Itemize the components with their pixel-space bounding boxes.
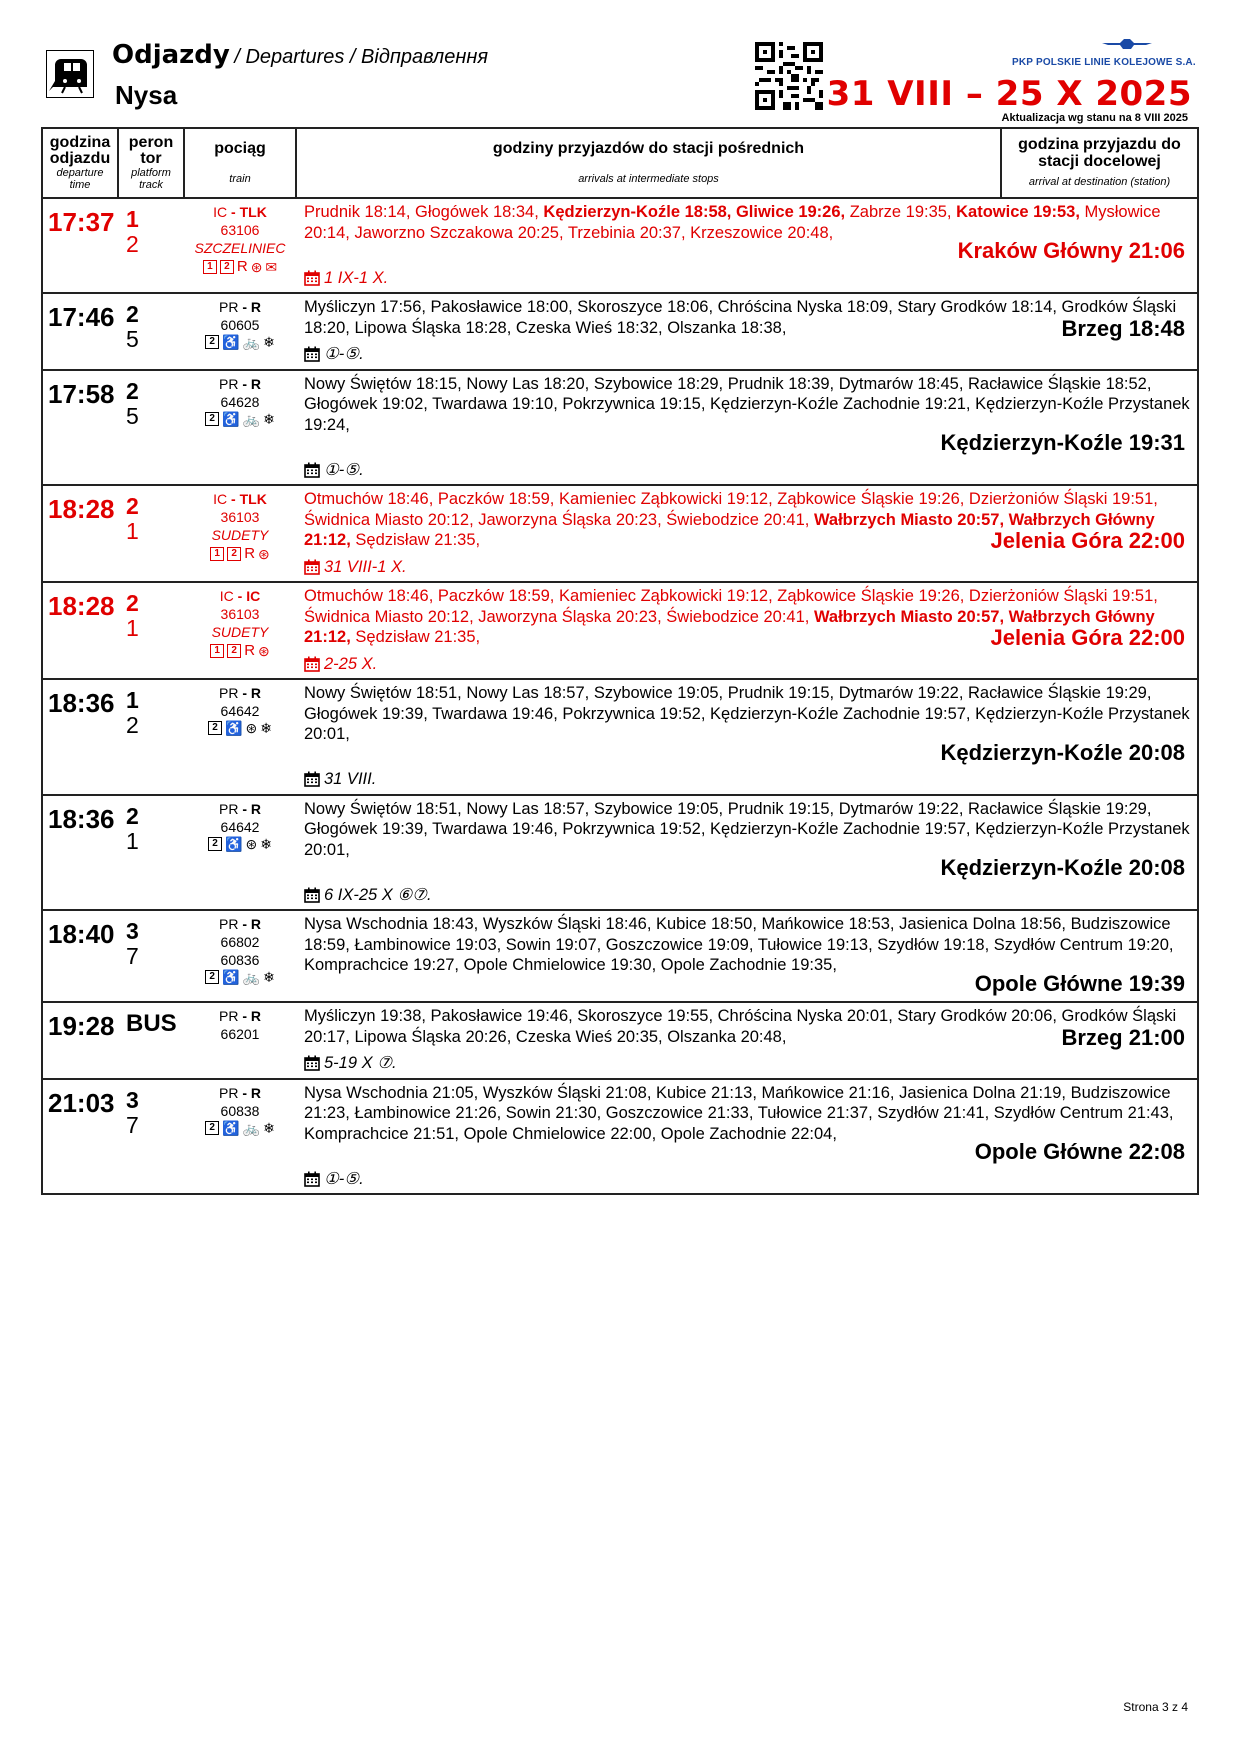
route-info (296, 910, 1198, 1002)
train-services (184, 412, 296, 426)
intermediate-stops (304, 1006, 1197, 1050)
operating-days-text: 1 IX-1 X. (324, 268, 389, 287)
col-train: pociąg train (184, 128, 296, 198)
destination-arrival: Opole Główne 19:39 (974, 970, 1185, 996)
platform-number: 2 (126, 493, 139, 519)
stop-text: Wałbrzych Miasto 20:57, Wałbrzych Główny 21:12, (304, 607, 1155, 646)
train-info (184, 198, 296, 293)
train-name: SUDETY (211, 527, 269, 543)
stop-text: Nowy Świętów 18:51, Nowy Las 18:57, Szybowice 19:05, Prudnik 19:15, Dytmarów 19:22, Racławice Śląskie 19:29, Głogówek 19:39, Twardawa 19:46, Pokrzywnica 19:52, Kędzierzyn-Koźle Zachodnie 19:57, Kędzierzyn-Koźle Przystanek 20:01, (304, 684, 1190, 743)
train-carrier: IC - IC (219, 588, 261, 604)
train-number: 64642 (220, 703, 260, 719)
operating-days (304, 1053, 1197, 1074)
air-conditioning-icon: ❄ (260, 835, 272, 852)
train-info (184, 795, 296, 911)
logo-text: PKP POLSKIE LINIE KOLEJOWE S.A. (1012, 57, 1196, 68)
calendar-icon (304, 887, 320, 903)
platform-track (118, 910, 184, 1002)
calendar-icon (304, 1055, 320, 1071)
class-2-icon: 2 (227, 644, 241, 658)
train-category: R (250, 1084, 262, 1101)
departure-time: 18:28 (42, 485, 118, 582)
train-services (184, 335, 296, 349)
page-number: Strona 3 z 4 (1123, 1700, 1188, 1714)
departure-row (42, 795, 1198, 911)
train-info (184, 1079, 296, 1195)
departure-time: 18:40 (42, 910, 118, 1002)
col-departure-time: godzina odjazdu departure time (42, 128, 118, 198)
carrier-code: PR (218, 916, 239, 932)
carrier-code: PR (218, 800, 239, 817)
train-carrier: PR - R (218, 1008, 262, 1024)
departure-row (42, 293, 1198, 370)
train-number: 66201 (220, 1026, 260, 1042)
track-number: 2 (126, 231, 139, 257)
train-carrier: IC - TLK (213, 491, 267, 507)
stop-text: Nowy Świętów 18:15, Nowy Las 18:20, Szybowice 18:29, Prudnik 18:39, Dytmarów 18:45, Racławice Śląskie 18:52, Głogówek 19:02, Twardawa 19:10, Pokrzywnica 19:15, Kędzierzyn-Koźle Zachodnie 19:21, Kędzierzyn-Koźle Przystanek 19:24, (304, 374, 1190, 434)
intermediate-stops (304, 297, 1197, 341)
calendar-icon (304, 656, 320, 672)
calendar-icon (304, 462, 320, 478)
operating-days-text: 2-25 X. (324, 654, 378, 673)
wheelchair-icon: ♿ (222, 410, 240, 427)
stop-text: Otmuchów 18:46, Paczków 18:59, Kamieniec Ząbkowicki 19:12, Ząbkowice Śląskie 19:26, Dzierżoniów Śląski 19:51, Świdnica Miasto 20:12, Jaworzyna Śląska 20:23, Świebodzice 20:41, (304, 490, 1158, 529)
train-number: 64628 (220, 393, 260, 410)
platform-number: 3 (126, 918, 139, 944)
platform-number: 1 (126, 206, 139, 232)
carrier-code: IC (213, 491, 228, 507)
train-services (184, 258, 296, 276)
train-number: 64642 (220, 818, 260, 835)
stop-text: Nysa Wschodnia 21:05, Wyszków Śląski 21:08, Kubice 21:13, Mańkowice 21:16, Jasienica Dolna 21:19, Budziszowice 21:23, Łambinowice 21:26, Sowin 21:30, Goszczowice 21:33, Tułowice 21:37, Szydłów 21:41, Szydłów Centrum 21:43, Komprachcice 21:51, Opole Chmielowice 22:00, Opole Zachodnie 22:04, (304, 1083, 1174, 1143)
operating-days (304, 654, 1197, 675)
route-info (296, 198, 1198, 293)
train-carrier: PR - R (218, 685, 262, 701)
class-1-icon: 1 (210, 547, 224, 561)
train-carrier: IC - TLK (213, 204, 267, 220)
departure-row (42, 910, 1198, 1002)
track-number: 1 (126, 615, 139, 641)
train-category: R (250, 1008, 262, 1024)
stop-text: Nysa Wschodnia 18:43, Wyszków Śląski 18:46, Kubice 18:50, Mańkowice 18:53, Jasienica Dolna 18:56, Budziszowice 18:59, Łambinowice 19:03, Sowin 19:07, Goszczowice 19:09, Tułowice 19:13, Szydłów 19:18, Szydłów Centrum 19:20, Komprachcice 19:27, Opole Chmielowice 19:30, Opole Zachodnie 19:35, (304, 915, 1174, 974)
destination-arrival: Kędzierzyn-Koźle 20:08 (940, 739, 1185, 765)
track-number: 5 (126, 326, 139, 352)
departure-row (42, 370, 1198, 486)
train-number: 60836 (220, 952, 260, 968)
destination-arrival: Kędzierzyn-Koźle 19:31 (940, 430, 1185, 455)
carrier-code: PR (218, 685, 239, 701)
route-info (296, 1002, 1198, 1079)
plk-wing-icon (1102, 38, 1152, 52)
class-1-icon: 1 (210, 644, 224, 658)
bike-reservation-icon: ⊛ (258, 546, 270, 562)
operating-days-text: 5-19 X ⑦. (324, 1054, 397, 1072)
route-info (296, 370, 1198, 486)
train-category: R (250, 299, 262, 315)
destination-arrival: Brzeg 18:48 (1061, 315, 1185, 341)
train-number: 60605 (220, 317, 260, 333)
air-conditioning-icon: ❄ (263, 1119, 275, 1136)
stop-text: Otmuchów 18:46, Paczków 18:59, Kamieniec Ząbkowicki 19:12, Ząbkowice Śląskie 19:26, Dzierżoniów Śląski 19:51, Świdnica Miasto 20:12, Jaworzyna Śląska 20:23, Świebodzice 20:41, (304, 587, 1158, 626)
stop-text: Katowice 19:53, (956, 203, 1080, 221)
departure-time: 18:36 (42, 679, 118, 795)
platform-number: 3 (126, 1086, 139, 1113)
train-category: R (250, 375, 262, 392)
platform-number: 2 (126, 802, 139, 829)
train-name: SZCZELINIEC (194, 240, 286, 256)
departure-time: 19:28 (42, 1002, 118, 1079)
wheelchair-icon: ♿ (222, 1119, 240, 1136)
bike-icon: 🚲 (242, 1119, 261, 1136)
class-2-icon: 2 (208, 837, 222, 851)
platform-track (118, 795, 184, 911)
stop-text: Myśliczyn 19:38, Pakosławice 19:46, Skoroszyce 19:55, Chróścina Nyska 20:01, Stary Grodków 20:06, Grodków Śląski 20:17, Lipowa Śląska 20:26, Czeska Wieś 20:35, Olszanka 20:48, (304, 1007, 1177, 1046)
stop-text: Prudnik 18:14, Głogówek 18:34, (304, 203, 544, 221)
qr-code[interactable] (755, 42, 823, 110)
platform-track (118, 582, 184, 679)
route-info (296, 1079, 1198, 1195)
train-number: 36103 (220, 509, 260, 525)
destination-arrival: Jelenia Góra 22:00 (990, 528, 1185, 553)
operating-days (304, 885, 1197, 906)
track-number: 2 (126, 712, 139, 738)
track-number: 7 (126, 943, 139, 969)
train-info (184, 485, 296, 582)
departure-row (42, 1079, 1198, 1195)
destination-arrival: Opole Główne 22:08 (974, 1139, 1185, 1164)
intermediate-stops (304, 489, 1197, 551)
departure-time: 17:58 (42, 370, 118, 486)
departures-table (41, 127, 1199, 1195)
platform-track (118, 370, 184, 486)
class-1-icon: 1 (203, 260, 217, 274)
departure-row (42, 1002, 1198, 1079)
train-carrier: PR - R (218, 375, 262, 392)
platform-track (118, 1002, 184, 1079)
train-number: 63106 (220, 222, 260, 238)
reservation-icon: R (236, 258, 248, 275)
train-services (184, 837, 296, 851)
bike-icon: 🚲 (242, 410, 261, 427)
track-number: 1 (126, 518, 139, 544)
train-services (184, 1121, 296, 1135)
train-info (184, 293, 296, 370)
destination-arrival: Kraków Główny 21:06 (957, 238, 1185, 263)
track-number: 5 (126, 402, 139, 429)
train-category: IC (246, 588, 261, 604)
col-destination: godzina przyjazdu do stacji docelowej arrival at destination (station) (1001, 128, 1198, 198)
air-conditioning-icon: ❄ (260, 720, 272, 736)
route-info (296, 795, 1198, 911)
plk-logo (1012, 38, 1196, 70)
calendar-icon (304, 771, 320, 787)
mail-icon: ✉ (265, 259, 278, 275)
platform-number: 1 (126, 687, 139, 713)
destination-arrival: Jelenia Góra 22:00 (990, 625, 1185, 650)
departure-row (42, 679, 1198, 795)
carrier-code: IC (213, 204, 228, 220)
wheelchair-icon: ♿ (222, 969, 240, 985)
train-info (184, 910, 296, 1002)
intermediate-stops (304, 683, 1197, 745)
train-carrier: PR - R (218, 800, 262, 817)
bike-reservation-icon: ⊛ (245, 835, 258, 852)
departure-time: 21:03 (42, 1079, 118, 1195)
col-platform: peron tor platform track (118, 128, 184, 198)
stop-text: Mysłowice 20:14, Jaworzno Szczakowa 20:25, Trzebinia 20:37, Krzeszowice 20:48, (304, 203, 1161, 242)
page-title (112, 40, 488, 70)
platform-track (118, 1079, 184, 1195)
train-category: TLK (239, 491, 267, 507)
route-info (296, 582, 1198, 679)
operating-days-text: ①-⑤. (324, 460, 364, 479)
train-name: SUDETY (211, 624, 269, 640)
train-number: 36103 (220, 606, 260, 622)
train-number: 66802 (220, 934, 260, 950)
intermediate-stops (304, 799, 1197, 861)
departure-time: 18:36 (42, 795, 118, 911)
wheelchair-circle-icon: ♿ (225, 720, 243, 736)
wheelchair-icon: ♿ (222, 334, 240, 350)
intermediate-stops (304, 374, 1197, 436)
class-2-icon: 2 (220, 260, 234, 274)
carrier-code: PR (218, 1084, 239, 1101)
train-info (184, 679, 296, 795)
wheelchair-circle-icon: ♿ (225, 835, 243, 852)
stop-text: Nowy Świętów 18:51, Nowy Las 18:57, Szybowice 19:05, Prudnik 19:15, Dytmarów 19:22, Racławice Śląskie 19:29, Głogówek 19:39, Twardawa 19:46, Pokrzywnica 19:52, Kędzierzyn-Koźle Zachodnie 19:57, Kędzierzyn-Koźle Przystanek 20:01, (304, 799, 1190, 859)
train-info (184, 582, 296, 679)
class-2-icon: 2 (205, 1121, 219, 1135)
platform-number: 2 (126, 590, 139, 616)
air-conditioning-icon: ❄ (263, 969, 275, 985)
operating-days (304, 1169, 1197, 1190)
calendar-icon (304, 559, 320, 575)
carrier-code: PR (218, 299, 239, 315)
title-main: Odjazdy (112, 40, 230, 70)
train-number: 60838 (220, 1102, 260, 1119)
track-number: 1 (126, 827, 139, 854)
class-2-icon: 2 (205, 970, 219, 984)
intermediate-stops (304, 586, 1197, 648)
train-icon (46, 50, 94, 98)
operating-days (304, 460, 1197, 481)
reservation-icon: R (244, 545, 256, 562)
platform-track (118, 679, 184, 795)
intermediate-stops (304, 202, 1197, 243)
operating-days-text: ①-⑤. (324, 345, 364, 363)
validity-period: 31 VIII – 25 X 2025 (826, 74, 1192, 114)
route-info (296, 293, 1198, 370)
operating-days-text: 31 VIII-1 X. (324, 557, 407, 576)
class-2-icon: 2 (205, 412, 219, 426)
air-conditioning-icon: ❄ (263, 410, 275, 427)
bike-icon: 🚲 (242, 334, 261, 350)
operating-days (304, 769, 1197, 790)
train-category: R (250, 685, 262, 701)
update-note: Aktualizacja wg stanu na 8 VIII 2025 (1001, 112, 1188, 124)
train-services (184, 721, 296, 735)
bike-reservation-icon: ⊛ (245, 720, 258, 736)
departure-time: 17:46 (42, 293, 118, 370)
train-services (184, 642, 296, 660)
calendar-icon (304, 1171, 320, 1187)
track-number: 7 (126, 1111, 139, 1138)
train-services (184, 970, 296, 984)
train-services (184, 545, 296, 563)
title-subtitle: / Departures / Відправлення (234, 46, 489, 68)
train-carrier: PR - R (218, 299, 262, 315)
departure-time: 17:37 (42, 198, 118, 293)
train-carrier: PR - R (218, 916, 262, 932)
operating-days (304, 268, 1197, 289)
reservation-icon: R (244, 642, 256, 659)
route-info (296, 679, 1198, 795)
departure-row (42, 485, 1198, 582)
departure-time: 18:28 (42, 582, 118, 679)
platform-track (118, 485, 184, 582)
air-conditioning-icon: ❄ (263, 334, 275, 350)
carrier-code: PR (218, 1008, 239, 1024)
class-2-icon: 2 (208, 721, 222, 735)
bike-reservation-icon: ⊛ (258, 643, 270, 659)
stop-text: Sędzisław 21:35, (350, 531, 481, 549)
bike-reservation-icon: ⊛ (250, 259, 263, 275)
stop-text: Myśliczyn 17:56, Pakosławice 18:00, Skoroszyce 18:06, Chróścina Nyska 18:09, Stary Grodków 18:14, Grodków Śląski 18:20, Lipowa Śląska 18:28, Czeska Wieś 18:32, Olszanka 18:38, (304, 298, 1177, 337)
stop-text: Wałbrzych Miasto 20:57, Wałbrzych Główny 21:12, (304, 510, 1155, 549)
departure-row (42, 198, 1198, 293)
platform-number: 2 (126, 301, 139, 327)
operating-days-text: 31 VIII. (324, 770, 377, 788)
route-info (296, 485, 1198, 582)
departure-row (42, 582, 1198, 679)
platform-track (118, 198, 184, 293)
calendar-icon (304, 346, 320, 362)
operating-days-text: 6 IX-25 X ⑥⑦. (324, 885, 432, 904)
operating-days (304, 557, 1197, 578)
train-info (184, 370, 296, 486)
stop-text: Zabrze 19:35, (845, 203, 957, 221)
carrier-code: IC (219, 588, 234, 604)
class-2-icon: 2 (227, 547, 241, 561)
train-category: R (250, 800, 262, 817)
platform-number: BUS (126, 1010, 177, 1037)
platform-track (118, 293, 184, 370)
calendar-icon (304, 270, 320, 286)
operating-days (304, 344, 1197, 365)
destination-arrival: Kędzierzyn-Koźle 20:08 (940, 855, 1185, 880)
train-info (184, 1002, 296, 1079)
train-carrier: PR - R (218, 1084, 262, 1101)
bike-icon: 🚲 (242, 969, 261, 985)
stop-text: Kędzierzyn-Koźle 18:58, Gliwice 19:26, (543, 203, 846, 221)
col-intermediate-stops: godziny przyjazdów do stacji pośrednich arrivals at intermediate stops (296, 128, 1001, 198)
intermediate-stops (304, 914, 1197, 976)
platform-number: 2 (126, 377, 139, 404)
train-category: TLK (239, 204, 267, 220)
station-name: Nysa (115, 80, 178, 110)
intermediate-stops (304, 1083, 1197, 1145)
stop-text: Sędzisław 21:35, (350, 628, 481, 646)
operating-days-text: ①-⑤. (324, 1169, 364, 1188)
train-category: R (250, 916, 262, 932)
carrier-code: PR (218, 375, 239, 392)
class-2-icon: 2 (205, 335, 219, 349)
destination-arrival: Brzeg 21:00 (1061, 1024, 1185, 1050)
